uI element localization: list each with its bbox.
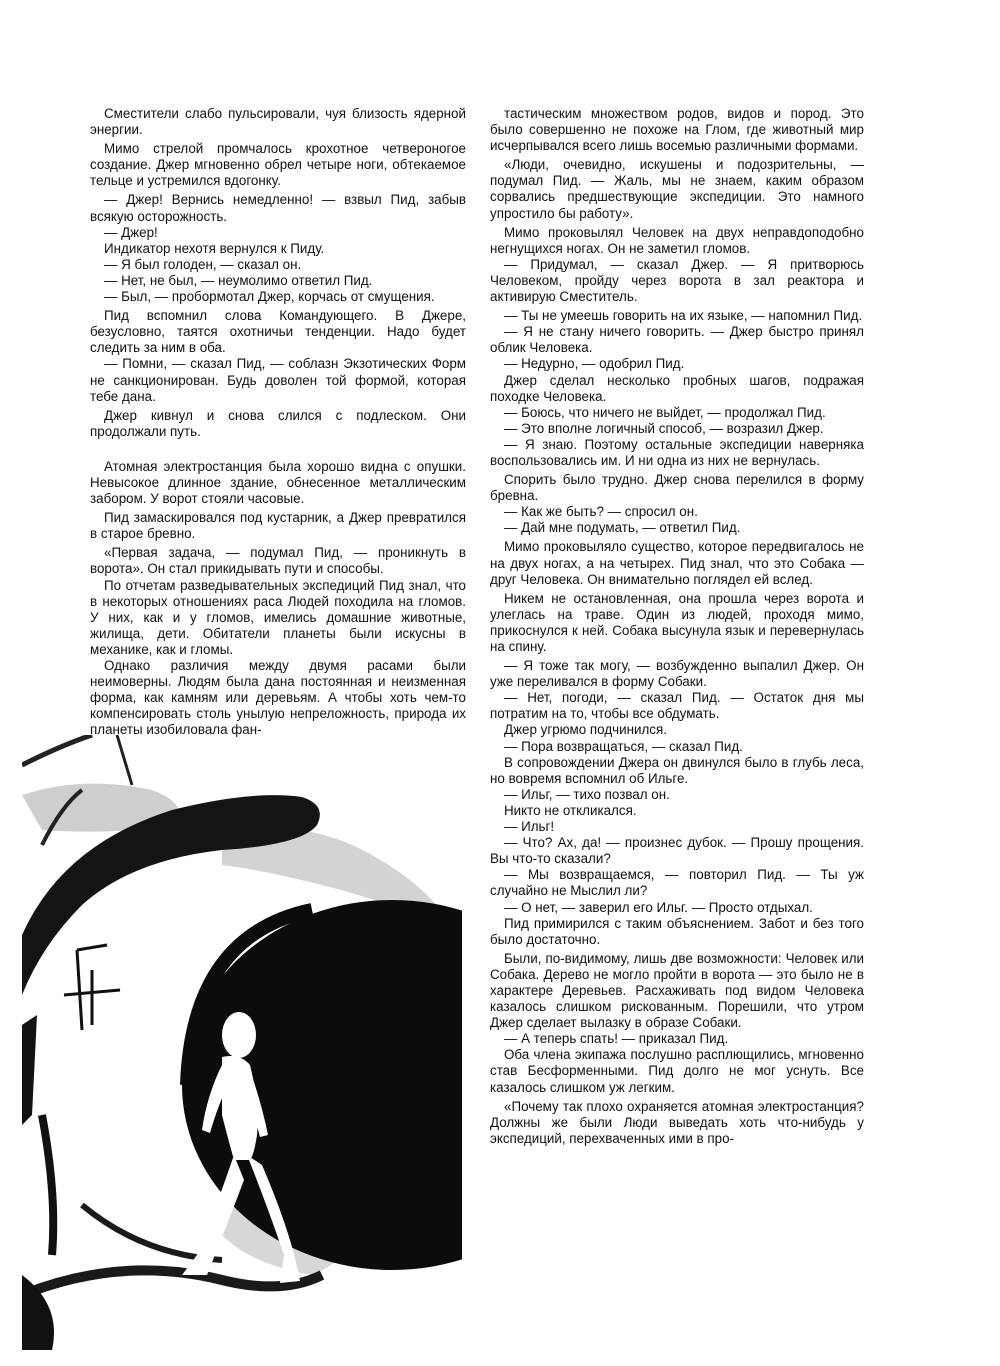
paragraph: «Почему так плохо охраняется атомная электростанция? Должны же были Люди выведать хоть что-нибудь у экспедиций, перехваченных ими в про- (490, 1098, 864, 1146)
paragraph: — Я знаю. Поэтому остальные экспедиции наверняка воспользовались им. И ни одна из них не вернулась. (490, 436, 864, 468)
paragraph: Джер сделал несколько пробных шагов, подражая походке Человека. (490, 372, 864, 404)
paragraph: Джер кивнул и снова слился с подлеском. Они продолжали путь. (90, 407, 466, 439)
ink-illustration (22, 735, 462, 1350)
sketch-mark (64, 945, 120, 1030)
paragraph: Однако различия между двумя расами были неимоверны. Людям была дана постоянная и неизменная форма, как камням или деревьям. А чтобы хоть чем-то компенсировать столь унылую непреложность, природа их планеты изобиловала фан- (90, 658, 466, 738)
ink-stroke (42, 1115, 53, 1255)
paragraph: «Люди, очевидно, искушены и подозрительны, — подумал Пид. — Жаль, мы не знаем, каким образом сорвались предшествующие экспедиции. Это намного упростило бы работу». (490, 157, 864, 221)
paragraph: — Ильг! (504, 819, 555, 835)
paragraph: Пид примирился с таким объяснением. Забот и без того было достаточно. (490, 915, 864, 947)
paragraph: — Был, — пробормотал Джер, корчась от смущения. (104, 289, 435, 305)
paragraph: — Боюсь, что ничего не выйдет, — продолжал Пид. (504, 404, 826, 420)
paragraph: — Джер! (104, 224, 158, 240)
paragraph: Пид замаскировался под кустарник, а Джер превратился в старое бревно. (90, 510, 466, 542)
paragraph: «Первая задача, — подумал Пид, — проникнуть в ворота». Он стал прикидывать пути и способы. (90, 545, 466, 577)
paragraph: Пид вспомнил слова Командующего. В Джере, безусловно, таятся охотничьи тенденции. Надо будет следить за ним в оба. (90, 308, 466, 356)
paragraph: — Пора возвращаться, — сказал Пид. (504, 738, 743, 754)
paragraph: Оба члена экипажа послушно расплющились, мгновенно став Бесформенными. Пид долго не мог уснуть. Все казалось слишком уж легким. (490, 1047, 864, 1095)
left-text-column (90, 106, 466, 738)
paragraph: — Что? Ах, да! — произнес дубок. — Прошу прощения. Вы что-то сказали? (490, 835, 864, 867)
paragraph: — Придумал, — сказал Джер. — Я притворюсь Человеком, пройду через ворота в зал реактора и активирую Сместитель. (490, 256, 864, 305)
paragraph: — Помни, — сказал Пид, — соблазн Экзотических Форм не санкционирован. Будь доволен той формой, которая тебе дана. (90, 356, 466, 404)
paragraph: — Это вполне логичный способ, — возразил Джер. (504, 420, 824, 436)
paragraph: — Ильг, — тихо позвал он. (504, 786, 670, 802)
paragraph: — Нет, погоди, — сказал Пид. — Остаток дня мы потратим на то, чтобы все обдумать. (490, 690, 864, 722)
paragraph: Спорить было трудно. Джер снова перелился в форму бревна. (490, 472, 864, 504)
ink-stroke (117, 735, 132, 785)
paragraph: Джер угрюмо подчинился. (504, 722, 667, 738)
paragraph: — Нет, не был, — неумолимо ответил Пид. (104, 272, 373, 288)
paragraph: Мимо проковыляло существо, которое передвигалось не на двух ногах, а на четырех. Пид знал, что это Собака — друг Человека. Он внимательно поглядел ей вслед. (490, 539, 864, 587)
paragraph: По отчетам разведывательных экспедиций Пид знал, что в некоторых отношениях раса Людей походила на гломов. У них, как и у гломов, имелись домашние животные, жилища, дети. Обитатели планеты были искусны в механике, как и гломы. (90, 577, 466, 657)
paragraph: — Как же быть? — спросил он. (504, 504, 698, 520)
paragraph: — Я не стану ничего говорить. — Джер быстро принял облик Человека. (490, 324, 864, 356)
paragraph: Мимо стрелой промчалось крохотное четвероногое создание. Джер мгновенно обрел четыре ноги, обтекаемое тельце и устремился вдогонку. (90, 141, 466, 189)
ink-stroke (22, 1270, 322, 1295)
paragraph: — Мы возвращаемся, — повторил Пид. — Ты уж случайно не Мыслил ли? (490, 867, 864, 899)
paragraph: — О нет, — заверил его Ильг. — Просто отдыхал. (504, 899, 813, 915)
ink-stroke (22, 735, 92, 765)
paragraph: Мимо проковылял Человек на двух неправдоподобно негнущихся ногах. Он не заметил гломов. (490, 224, 864, 256)
paragraph: — Я был голоден, — сказал он. (104, 256, 302, 272)
paragraph: Никто не откликался. (504, 802, 637, 818)
paragraph: — Дай мне подумать, — ответил Пид. (504, 520, 741, 536)
paragraph: Сместители слабо пульсировали, чуя близость ядерной энергии. (90, 106, 466, 138)
paragraph: Никем не остановленная, она прошла через ворота и улеглась на траве. Один из людей, проходя мимо, прикоснулся к ней. Собака высунула язык и перевернулась на спину. (490, 590, 864, 654)
paragraph: Индикатор нехотя вернулся к Пиду. (104, 240, 325, 256)
paragraph: тастическим множеством родов, видов и пород. Это было совершенно не похоже на Глом, где животный мир исчерпывался всего лишь восемью различными формами. (490, 106, 864, 154)
paragraph: — Я тоже так могу, — возбужденно выпалил Джер. Он уже переливался в форму Собаки. (490, 658, 864, 690)
paragraph: — Недурно, — одобрил Пид. (504, 356, 685, 372)
paragraph: Атомная электростанция была хорошо видна с опушки. Невысокое длинное здание, обнесенное металлическим забором. У ворот стояли часовые. (90, 458, 466, 507)
paragraph: — Джер! Вернись немедленно! — взвыл Пид, забыв всякую осторожность. (90, 192, 466, 224)
ink-stroke (22, 1015, 37, 1125)
paragraph: В сопровождении Джера он двинулся было в глубь леса, но вовремя вспомнил об Ильге. (490, 754, 864, 786)
right-text-column (490, 106, 864, 1147)
paragraph: — Ты не умеешь говорить на их языке, — напомнил Пид. (504, 308, 863, 324)
paragraph: Были, по-видимому, лишь две возможности: Человек или Собака. Дерево не могло пройти в ворота — это было не в характере Деревьев. Расхаживать под видом Человека казалось слишком рискованным. Порешили, что утром Джер сделает вылазку в образе Собаки. (490, 950, 864, 1031)
paragraph: — А теперь спать! — приказал Пид. (504, 1031, 729, 1047)
